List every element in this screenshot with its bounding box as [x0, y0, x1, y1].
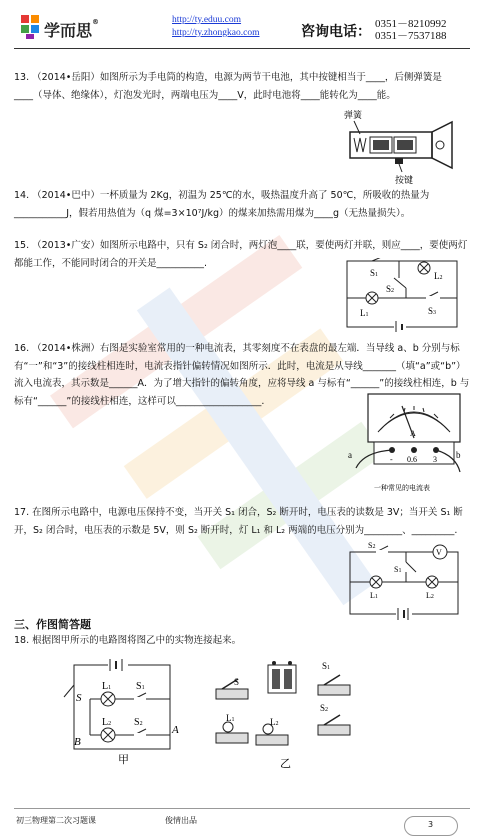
circuit-q17 [346, 538, 464, 620]
link-zhongkao[interactable]: http://ty.zhongkao.com [172, 28, 260, 38]
yi-s1-label: S1 [322, 661, 331, 671]
question-14: 14. （2014•巴中）一杯质量为 2Kg，初温为 25℃的水，吸热温度升高了 50℃，所吸收的热量为___________J，假若用热值为（q 煤=3×10⁷J/kg）的煤来加热需用煤为____g（无热量损失）。 [14, 190, 430, 219]
phone-1: 0351－8210992 [375, 18, 447, 30]
yi-l2-label: L2 [270, 717, 279, 727]
label-yi: 乙 [280, 758, 291, 770]
schematic-s: S [76, 692, 82, 704]
q17-l1-label: L1 [370, 591, 378, 600]
label-jia: 甲 [118, 754, 129, 765]
terminal-minus: - [390, 455, 393, 464]
terminal-06: 0.6 [407, 455, 417, 464]
s2-label: S2 [386, 284, 395, 294]
yi-s2-label: S2 [320, 703, 329, 713]
jia-l2-label: L2 [102, 717, 112, 728]
footer-page-number: 3 [428, 820, 434, 829]
header-divider [14, 48, 470, 49]
question-18: 18. 根据图甲所示的电路图将图乙中的实物连接起来。 [14, 635, 242, 646]
l2-label: L2 [434, 271, 443, 281]
wire-b: b [456, 450, 461, 460]
brand-name: 学而思® [44, 18, 100, 40]
ammeter-figure [344, 392, 466, 496]
jia-s1-label: S1 [136, 681, 145, 692]
footer-divider [14, 808, 470, 809]
q17-s1-label: S1 [394, 565, 402, 574]
link-eduu[interactable]: http://ty.eduu.com [172, 15, 242, 25]
yi-s-label: S [234, 677, 240, 687]
spring-label: 弹簧 [344, 110, 363, 120]
terminal-3: 3 [433, 455, 437, 464]
meter-unit: A [410, 429, 416, 438]
jia-l1-label: L1 [102, 681, 112, 692]
footer-left: 初三物理第二次习题课 [16, 816, 96, 825]
flashlight-figure [340, 108, 460, 186]
brand-logo [20, 14, 42, 44]
node-a: A [172, 724, 179, 736]
hotline-label: 咨询电话： [301, 24, 371, 40]
s1-label: S1 [370, 268, 379, 278]
circuit-q15 [344, 258, 460, 332]
yi-l1-label: L1 [226, 713, 235, 723]
ammeter-caption: 一种常见的电流表 [374, 484, 430, 492]
question-13: 13. （2014•岳阳）如图所示为手电筒的构造，电源为两节干电池，其中按键相当于____，后侧弹簧是____（导体、绝缘体），灯泡发光时，两端电压为____V，此时电池将____能转化为____能。 [14, 72, 442, 101]
button-label: 按键 [395, 175, 414, 185]
footer-center: 俊情出品 [165, 816, 197, 825]
q17-l2-label: L2 [426, 591, 434, 600]
question-16: 16. （2014•株洲）右图是实验室常用的一种电流表，其零刻度不在表盘的最左端．当导线 a、b 分别与标有“一”和“3”的接线柱相连时，电流表指针偏转情况如图所示．此时，电流是从导线_______（填“a”或“b”）流入电流表，其示数是______A．为了增大指针的偏转角度，应将导线 a 与标有“______”的接线柱相连，b 与标有“______”的接线柱相连，这样可以__________________. [14, 343, 470, 407]
wire-a: a [348, 450, 352, 460]
question-15: 15. （2013•广安）如图所示电路中，只有 S₂ 闭合时，两灯泡____联，要使两灯并联，则应____，要使两灯都能工作，不能同时闭合的开关是__________. [14, 240, 468, 269]
schematic-jia [60, 655, 185, 765]
node-b: B [74, 736, 81, 748]
voltmeter-label: V [436, 548, 442, 557]
jia-s2-label: S2 [134, 717, 143, 728]
section-heading: 三、作图简答题 [14, 618, 91, 631]
brand-logo-icon [20, 14, 42, 40]
q17-s2-label: S2 [368, 541, 376, 550]
question-17: 17. 在图所示电路中，电源电压保持不变，当开关 S₁ 闭合，S₂ 断开时，电压表的读数是 3V；当开关 S₁ 断开，S₂ 闭合时，电压表的示数是 5V，则 S₂ 断开时，灯 L₁ 和 L₂ 两端的电压分别为________、_________. [14, 507, 463, 536]
phone-2: 0351－7537188 [375, 30, 447, 42]
components-yi [208, 655, 358, 770]
l1-label: L1 [360, 308, 369, 318]
s3-label: S3 [428, 306, 437, 316]
